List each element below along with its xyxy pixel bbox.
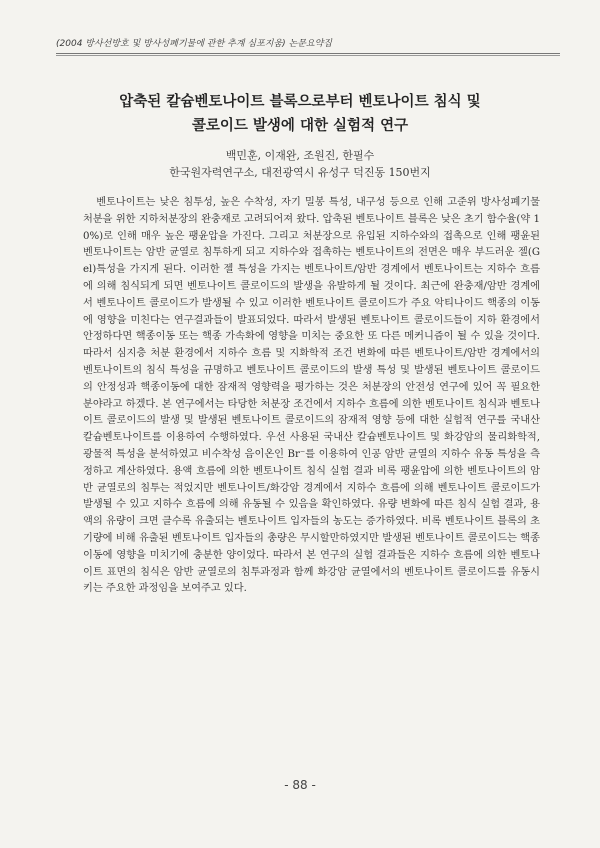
page-number: - 88 -: [284, 778, 316, 792]
abstract-text: 벤토나이트는 낮은 침투성, 높은 수착성, 자기 밀봉 특성, 내구성 등으로 인해 고준위 방사성폐기물 처분을 위한 지하처분장의 완충재로 고려되어져 왔다. 압축된 벤토나이트 블록은 낮은 초기 함수율(약 10%)로 인해 매우 높은 팽윤압을 가진다. 그리고 처분장으로 유입된 지하수와의 접촉으로 인해 팽윤된 벤토나이트는 암반 균열로 침투하게 되고 지하수와 접촉하는 벤토나이트의 전면은 매우 부드러운 젤(Gel)특성을 가지게 된다. 이러한 젤 특성을 가지는 벤토나이트/암반 경계에서 벤토나이트는 지하수 흐름에 의해 침식되게 되면 벤토나이트 콜로이드의 발생을 유발하게 될 것이다. 최근에 완충재/암반 경계에서 벤토나이트 콜로이드가 발생될 수 있고 이러한 벤토나이트 콜로이드가 주요 악티나이드 핵종의 이동에 영향을 미친다는 연구결과들이 발표되었다. 따라서 발생된 벤토나이트 콜로이드들이 지하 환경에서 안정하다면 핵종이동 또는 핵종 가속화에 영향을 미치는 중요한 또 다른 메커니즘이 될 수 있을 것이다. 따라서 심지층 처분 환경에서 지하수 흐름 및 지화학적 조건 변화에 따른 벤토나이트/암반 경계에서의 벤토나이트의 침식 특성을 규명하고 벤토나이트 콜로이드의 발생 특성 및 발생된 벤토나이트 콜로이드의 안정성과 핵종이동에 대한 잠재적 영향력을 평가하는 것은 처분장의 안전성 연구에 있어 꼭 필요한 분야라고 하겠다. 본 연구에서는 타당한 처분장 조건에서 지하수 흐름에 의한 벤토나이트 침식과 벤토나이트 콜로이드의 발생 및 발생된 벤토나이트 콜로이드의 잠재적 영향 등에 대한 실험적 연구를 국내산 칼슘벤토나이트를 이용하여 수행하였다. 우선 사용된 국내산 칼슘벤토나이트 및 화강암의 물리화학적, 광물적 특성을 분석하였고 비수착성 음이온인 Br⁻를 이용하여 인공 암반 균열의 지하수 유동 특성을 측정하고 계산하였다. 용액 흐름에 의한 벤토나이트 침식 실험 결과 비록 팽윤압에 의한 벤토나이트의 암반 균열로의 침투는 적었지만 벤토나이트/화강암 경계에서 지하수 흐름에 의해 벤토나이트 콜로이드가 발생될 수 있고 지하수 흐름에 의해 유동될 수 있음을 확인하였다. 유량 변화에 따른 침식 실험 결과, 용액의 유량이 크면 클수록 유출되는 벤토나이트 입자들의 농도는 증가하였다. 비록 벤토나이트 블록의 초기량에 비해 유출된 벤토나이트 입자들의 총량은 무시할만하였지만 발생된 벤토나이트 콜로이드는 핵종이동에 영향을 미치기에 충분한 양이었다. 따라서 본 연구의 실험 결과들은 지하수 흐름에 의한 벤토나이트 표면의 침식은 암반 균열로의 침투과정과 함께 화강암 균열에서의 벤토나이트 콜로이드를 유동시키는 주요한 과정임을 보여주고 있다.: [83, 197, 540, 595]
affiliation: 한국원자력연구소, 대전광역시 유성구 덕진동 150번지: [169, 166, 431, 179]
author-list: 백민훈, 이재완, 조원진, 한필수: [225, 149, 375, 162]
paper-title: [60, 90, 540, 138]
title-line-1: 압축된 칼슘벤토나이트 블록으로부터 벤토나이트 침식 및: [119, 93, 481, 110]
running-header: (2004 방사선방호 및 방사성폐기물에 관한 추계 심포지움) 논문요약집: [56, 36, 560, 54]
title-line-2: 콜로이드 발생에 대한 실험적 연구: [191, 117, 409, 134]
